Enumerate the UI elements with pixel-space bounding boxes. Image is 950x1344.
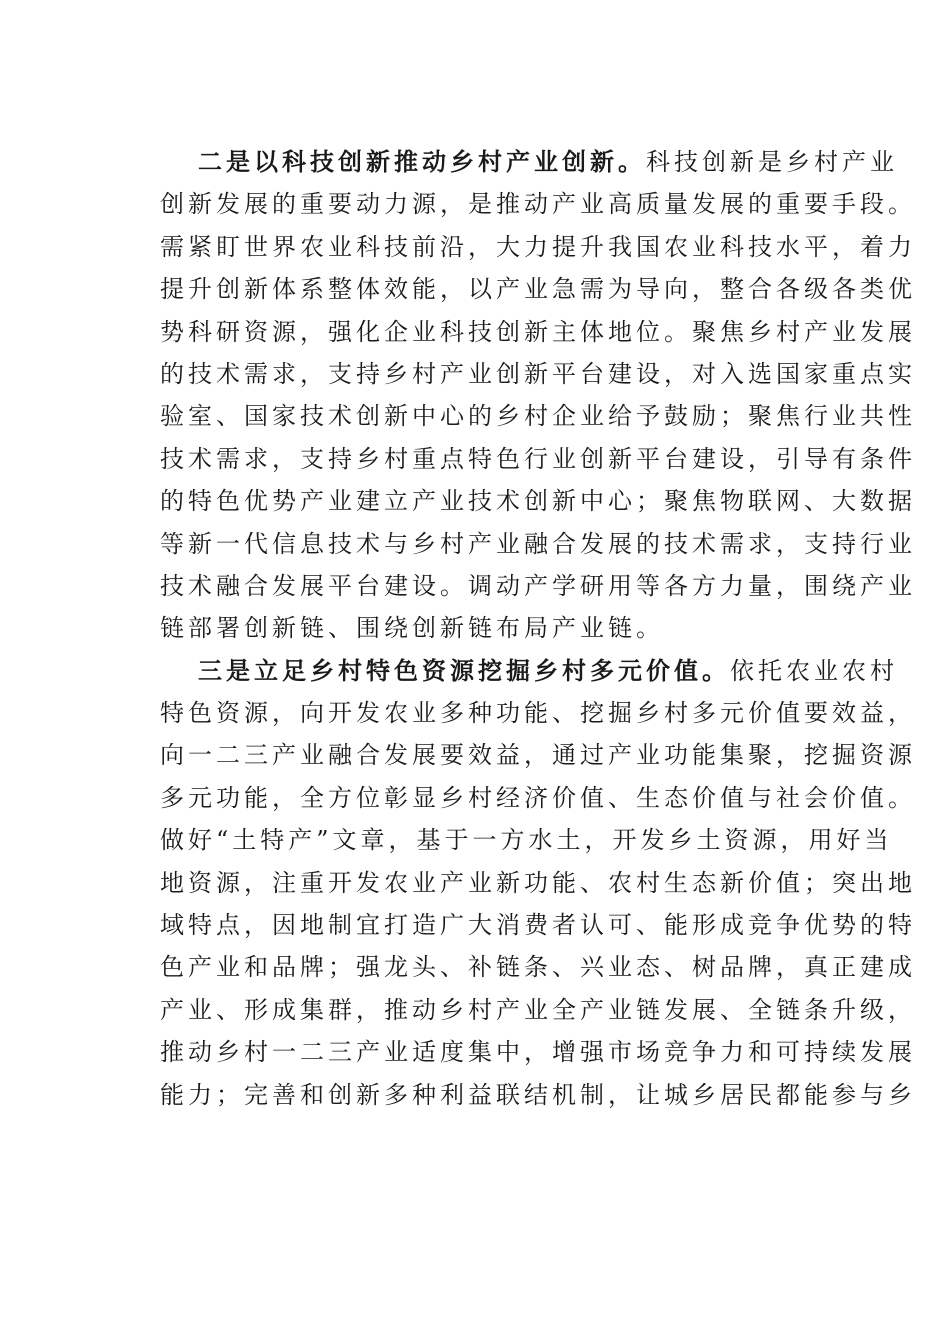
paragraph-line: 色产业和品牌；强龙头、补链条、兴业态、树品牌，真正建成 [160,953,916,982]
paragraph-line: 的特色优势产业建立产业技术创新中心；聚焦物联网、大数据 [160,487,916,516]
paragraph-line: 的技术需求，支持乡村产业创新平台建设，对入选国家重点实 [160,359,916,388]
paragraph-line: 等新一代信息技术与乡村产业融合发展的技术需求，支持行业 [160,529,916,558]
paragraph-line: 势科研资源，强化企业科技创新主体地位。聚焦乡村产业发展 [160,317,916,346]
paragraph-line: 链部署创新链、围绕创新链布局产业链。 [160,614,664,643]
paragraph-line: 能力；完善和创新多种利益联结机制，让城乡居民都能参与乡 [160,1080,916,1109]
paragraph-line: 提升创新体系整体效能，以产业急需为导向，整合各级各类优 [160,275,916,304]
paragraph-line: 创新发展的重要动力源，是推动产业高质量发展的重要手段。 [160,190,916,219]
paragraph-line: 需紧盯世界农业科技前沿，大力提升我国农业科技水平，着力 [160,232,916,261]
paragraph-line: 技术需求，支持乡村重点特色行业创新平台建设，引导有条件 [160,444,916,473]
paragraph-tech-innovation [160,141,916,650]
paragraph-text: 依托农业农村 [730,656,898,685]
paragraph-line: 验室、国家技术创新中心的乡村企业给予鼓励；聚焦行业共性 [160,402,916,431]
paragraph-line: 推动乡村一二三产业适度集中，增强市场竞争力和可持续发展 [160,1038,916,1067]
body-text [160,141,916,1116]
paragraph-lead-heading: 三是立足乡村特色资源挖掘乡村多元价值。 [198,655,730,685]
paragraph-line: 地资源，注重开发农业产业新功能、农村生态新价值；突出地 [160,868,916,897]
paragraph-first-line [160,650,898,692]
paragraph-line: 多元功能，全方位彰显乡村经济价值、生态价值与社会价值。 [160,783,916,812]
paragraph-text: 科技创新是乡村产业 [646,148,898,176]
paragraph-line: 技术融合发展平台建设。调动产学研用等各方力量，围绕产业 [160,571,916,600]
paragraph-line: 向一二三产业融合发展要效益，通过产业功能集聚，挖掘资源 [160,741,916,770]
paragraph-line: 特色资源，向开发农业多种功能、挖掘乡村多元价值要效益， [160,699,916,728]
paragraph-rural-resources [160,650,916,1116]
paragraph-line: 域特点，因地制宜打造广大消费者认可、能形成竞争优势的特 [160,911,916,940]
paragraph-line: 做好“土特产”文章，基于一方水土，开发乡土资源，用好当 [160,826,893,855]
paragraph-line: 产业、形成集群，推动乡村产业全产业链发展、全链条升级， [160,995,916,1024]
paragraph-lead-heading: 二是以科技创新推动乡村产业创新。 [198,147,646,176]
paragraph-first-line [160,141,898,183]
